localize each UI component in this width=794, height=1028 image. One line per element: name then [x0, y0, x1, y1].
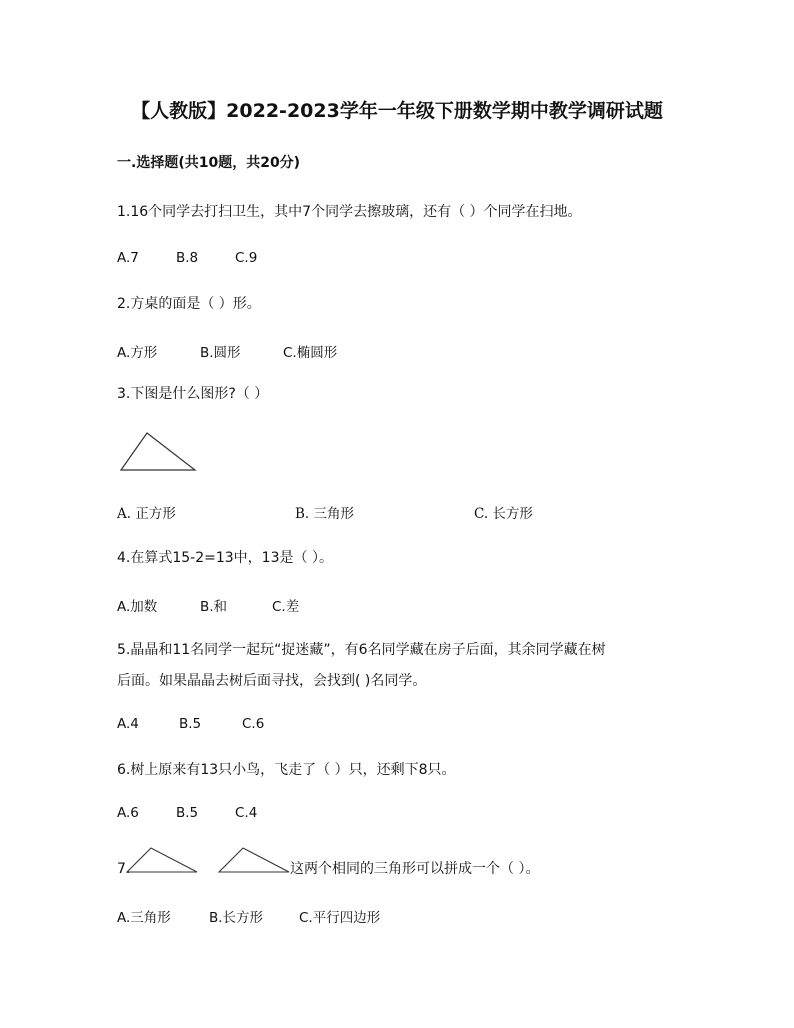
- question-1-text: 1.16个同学去打扫卫生，其中7个同学去擦玻璃，还有（ ）个同学在扫地。: [117, 204, 582, 220]
- page-title: 【人教版】2022-2023学年一年级下册数学期中教学调研试题: [131, 100, 663, 122]
- question-2-option-b[interactable]: B.圆形: [200, 345, 241, 361]
- question-7-option-b[interactable]: B.长方形: [209, 910, 264, 926]
- question-7-option-c[interactable]: C.平行四边形: [299, 910, 381, 926]
- question-3-text: 3.下图是什么图形?（ ）: [117, 386, 269, 402]
- question-4-text: 4.在算式15-2=13中，13是（ ）。: [117, 550, 333, 566]
- question-7-number: 7.: [117, 861, 131, 877]
- triangle-figure: [118, 430, 198, 472]
- triangle-shape-left: [127, 848, 197, 872]
- question-1-option-a[interactable]: A.7: [117, 250, 139, 266]
- question-5-option-c[interactable]: C.6: [242, 716, 265, 732]
- question-5-text-line1: 5.晶晶和11名同学一起玩“捉迷藏”，有6名同学藏在房子后面，其余同学藏在树: [117, 642, 606, 658]
- question-2-option-a[interactable]: A.方形: [117, 345, 158, 361]
- question-6-option-a[interactable]: A.6: [117, 805, 139, 821]
- question-4-option-c[interactable]: C.差: [272, 599, 300, 615]
- question-1-option-c[interactable]: C.9: [235, 250, 258, 266]
- question-5-option-b[interactable]: B.5: [179, 716, 202, 732]
- triangle-shape: [121, 433, 195, 470]
- triangle-figure-right: [217, 846, 292, 874]
- question-5-text-line2: 后面。如果晶晶去树后面寻找，会找到( )名同学。: [117, 673, 427, 689]
- triangle-figure-left: [125, 846, 200, 874]
- question-2-text: 2.方桌的面是（ ）形。: [117, 296, 261, 312]
- question-1-option-b[interactable]: B.8: [176, 250, 199, 266]
- question-6-option-b[interactable]: B.5: [176, 805, 199, 821]
- question-3-option-b[interactable]: B. 三角形: [295, 506, 355, 522]
- question-7-text: 这两个相同的三角形可以拼成一个（ ）。: [290, 861, 540, 877]
- question-5-option-a[interactable]: A.4: [117, 716, 139, 732]
- triangle-shape-right: [219, 848, 289, 872]
- question-6-text: 6.树上原来有13只小鸟，飞走了（ ）只，还剩下8只。: [117, 762, 456, 778]
- question-2-option-c[interactable]: C.椭圆形: [283, 345, 338, 361]
- question-4-option-a[interactable]: A.加数: [117, 599, 158, 615]
- question-7-option-a[interactable]: A.三角形: [117, 910, 171, 926]
- question-6-option-c[interactable]: C.4: [235, 805, 258, 821]
- section-heading: 一.选择题(共10题，共20分): [117, 155, 301, 171]
- question-3-option-c[interactable]: C. 长方形: [474, 506, 533, 522]
- question-4-option-b[interactable]: B.和: [200, 599, 228, 615]
- question-3-option-a[interactable]: A. 正方形: [117, 506, 176, 522]
